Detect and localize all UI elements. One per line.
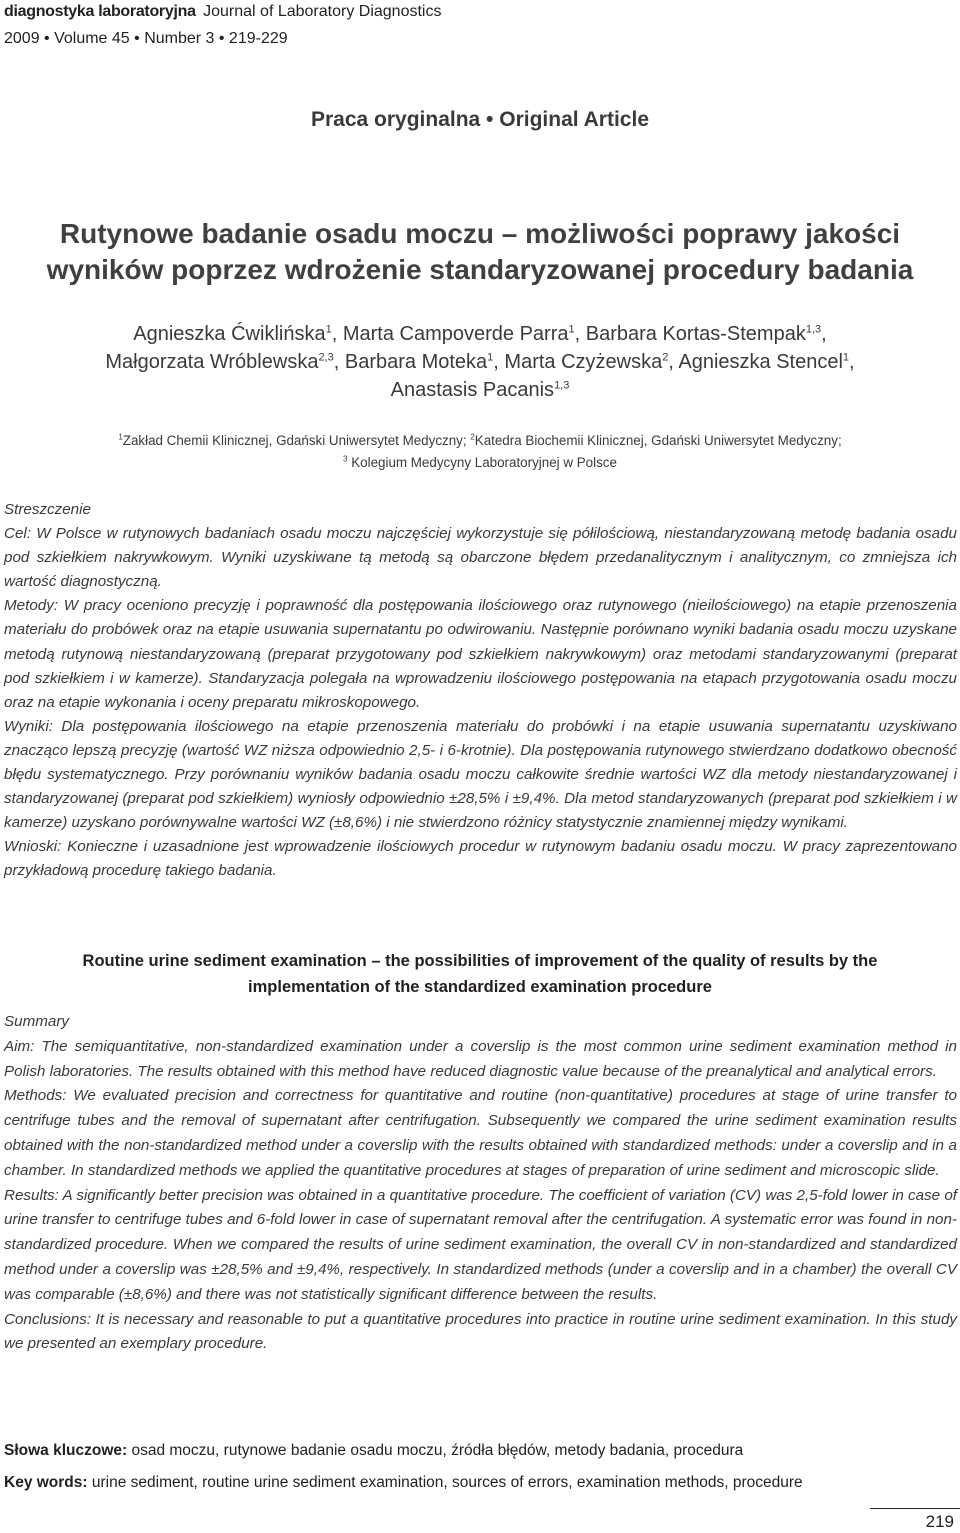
journal-issue: 2009 • Volume 45 • Number 3 • 219-229: [4, 30, 288, 47]
journal-header: [4, 2, 954, 50]
author-affiliation: 1,3: [805, 323, 822, 336]
article-type: Praca oryginalna • Original Article: [310, 108, 650, 131]
author-affiliation: 1: [487, 351, 494, 364]
author-affiliation: 1: [842, 351, 850, 364]
keywords-pl-label: Słowa kluczowe:: [4, 1442, 128, 1459]
keywords-en-text: urine sediment, routine urine sediment examination, sources of errors, examination methods, procedure: [87, 1474, 803, 1491]
journal-name-en: Journal of Laboratory Diagnostics: [203, 3, 442, 20]
abstract-pl-conclusions: Wnioski: Konieczne i uzasadnione jest wprowadzenie ilościowych procedur w rutynowym badaniu osadu moczu. W pracy zaprezentowano przykładową procedurę takiego badania.: [4, 838, 957, 880]
abstract-pl-methods: Metody: W pracy oceniono precyzję i poprawność dla postępowania ilościowego oraz rutynowego (nieilościowego) na etapie przenoszenia materiału do probówek oraz na etapie usuwania supernatantu po odwirowaniu. Następnie porównano wyniki badania osadu moczu uzyskane metodą rutynową niestandaryzowaną (preparat przygotowany pod szkiełkiem nakrywkowym) oraz metodami standaryzowanymi (preparat pod szkiełkiem i w kamerze). Standaryzacja polegała na wprowadzeniu ilościowego postępowania na etapach przygotowania osadu moczu oraz na etapie wykonania i oceny preparatu mikroskopowego.: [4, 597, 957, 711]
abstract-en-heading: Summary: [4, 1013, 69, 1030]
affiliations: $^1$Zakład Chemii Klinicznej, Gdański Uniwersytet Medyczny; $^2$Katedra Biochemii Klinicznej, Gdański Uniwersytet Medyczny; $^3$ Kolegium Medycyny Laboratoryjnej w Polsce: [118, 432, 842, 470]
title-pl: [0, 216, 960, 288]
abstract-pl-aim: Cel: W Polsce w rutynowych badaniach osadu moczu najczęściej wykorzystuje się półilościową, niestandaryzowaną metodę badania osadu pod szkiełkiem nakrywkowym. Wyniki uzyskiwane tą metodą są obarczone błędem przedanalitycznym i analitycznym, co zmniejsza ich wartość diagnostyczną.: [4, 525, 957, 591]
author-name: Marta Campoverde Parra: [342, 323, 569, 345]
keywords-en-label: Key words:: [4, 1474, 88, 1491]
author-list: Agnieszka Ćwiklińska$^1$, Marta Campoverde Parra$^1$, Barbara Kortas-Stempak$^{1,3}$, Małgorzata Wróblewska$^{2,3}$, Barbara Moteka$^1$, Marta Czyżewska$^2$, Agnieszka Stencel$^1$, Anastasis Pacanis$^{1,3}$: [105, 323, 855, 401]
author-name: Agnieszka Ćwiklińska: [133, 323, 326, 345]
affiliation-3: Kolegium Medycyny Laboratoryjnej w Polsce: [347, 455, 617, 470]
author-name: Marta Czyżewska: [504, 351, 663, 373]
author-affiliation: 1: [325, 323, 332, 336]
abstract-en-results: Results: A significantly better precision was obtained in a quantitative procedure. The coefficient of variation (CV) was 2,5-fold lower in case of urine transfer to centrifuge tubes and 6-fold lower in case of supernatant removal after the centrifugation. A systematic error was found in non-standardized procedure. When we compared the results of urine sediment examination, the overall CV in non-standardized and standardized method under a coverslip was ±28,5% and ±9,4%, respectively. In standardized methods (under a coverslip and in a chamber) the overall CV was comparable (±8,6%) and there was not statistically significant difference between the results.: [4, 1186, 957, 1303]
author-name: Agnieszka Stencel: [678, 351, 843, 373]
page-number: 219: [925, 1512, 954, 1531]
abstract-en: [4, 1010, 957, 1357]
affiliation-2: Katedra Biochemii Klinicznej, Gdański Uniwersytet Medyczny;: [474, 433, 842, 448]
author-name: Barbara Kortas-Stempak: [585, 323, 806, 345]
abstract-pl-heading: Streszczenie: [4, 501, 91, 518]
author-name: Barbara Moteka: [344, 351, 488, 373]
author-affiliation: 2: [662, 351, 669, 364]
author-affiliation: 1,3: [554, 379, 570, 392]
title-en: Routine urine sediment examination – the possibilities of improvement of the quality of results by the implementation of the standardized examination procedure: [82, 952, 878, 996]
abstract-pl: [4, 498, 957, 884]
abstract-pl-results: Wyniki: Dla postępowania ilościowego na etapie przenoszenia materiału do probówki i na etapie usuwania supernatantu uzyskiwano znacząco lepszą precyzję (wartość WZ niższa odpowiednio 2,5- i 6-krotnie). Dla postępowania rutynowego stwierdzano dodatkowo obecność błędu systematycznego. Przy porównaniu wyników badania osadu moczu całkowite średnie wartości WZ dla metody niestandaryzowanej i standaryzowanej (preparat pod szkiełkiem) wyniosły odpowiednio ±28,5% i ±9,4%. Dla metod standaryzowanych (preparat pod szkiełkiem i w kamerze) uzyskano porównywalne wartości WZ (±8,6%) i nie stwierdzono różnicy statystycznie znamiennej między wynikami.: [4, 717, 957, 832]
keywords-pl-text: osad moczu, rutynowe badanie osadu moczu, źródła błędów, metody badania, procedura: [127, 1442, 744, 1459]
footer-divider: [870, 1508, 960, 1509]
journal-name-pl: diagnostyka laboratoryjna: [4, 3, 196, 20]
affiliation-1: Zakład Chemii Klinicznej, Gdański Uniwersytet Medyczny;: [122, 433, 471, 448]
keywords-en: [4, 1472, 957, 1494]
abstract-en-aim: Aim: The semiquantitative, non-standardized examination under a coverslip is the most common urine sediment examination method in Polish laboratories. The results obtained with this method have reduced diagnostic value because of the preanalytical and analytical errors.: [4, 1037, 957, 1080]
title-pl-line2: wyników poprzez wdrożenie standaryzowanej procedury badania: [46, 254, 914, 285]
abstract-en-conclusions: Conclusions: It is necessary and reasonable to put a quantitative procedures into practice in routine urine sediment examination. In this study we presented an exemplary procedure.: [4, 1310, 957, 1353]
author-name: Małgorzata Wróblewska: [105, 351, 319, 373]
author-name: Anastasis Pacanis: [390, 379, 555, 401]
abstract-en-methods: Methods: We evaluated precision and correctness for quantitative and routine (non-quantitative) procedures at stage of urine transfer to centrifuge tubes and the removal of supernatant after centrifugation. Subsequently we compared the urine sediment examination results obtained with the non-standardized method under a coverslip with the results obtained with standardized methods: under a coverslip and in a chamber. In standardized methods we applied the quantitative procedures at stages of preparation of urine sediment and microscopic slide.: [4, 1087, 957, 1179]
keywords-pl: [4, 1440, 957, 1462]
title-pl-line1: Rutynowe badanie osadu moczu – możliwości poprawy jakości: [59, 218, 901, 249]
author-affiliation: 1: [568, 323, 575, 336]
author-affiliation: 2,3: [318, 351, 334, 364]
